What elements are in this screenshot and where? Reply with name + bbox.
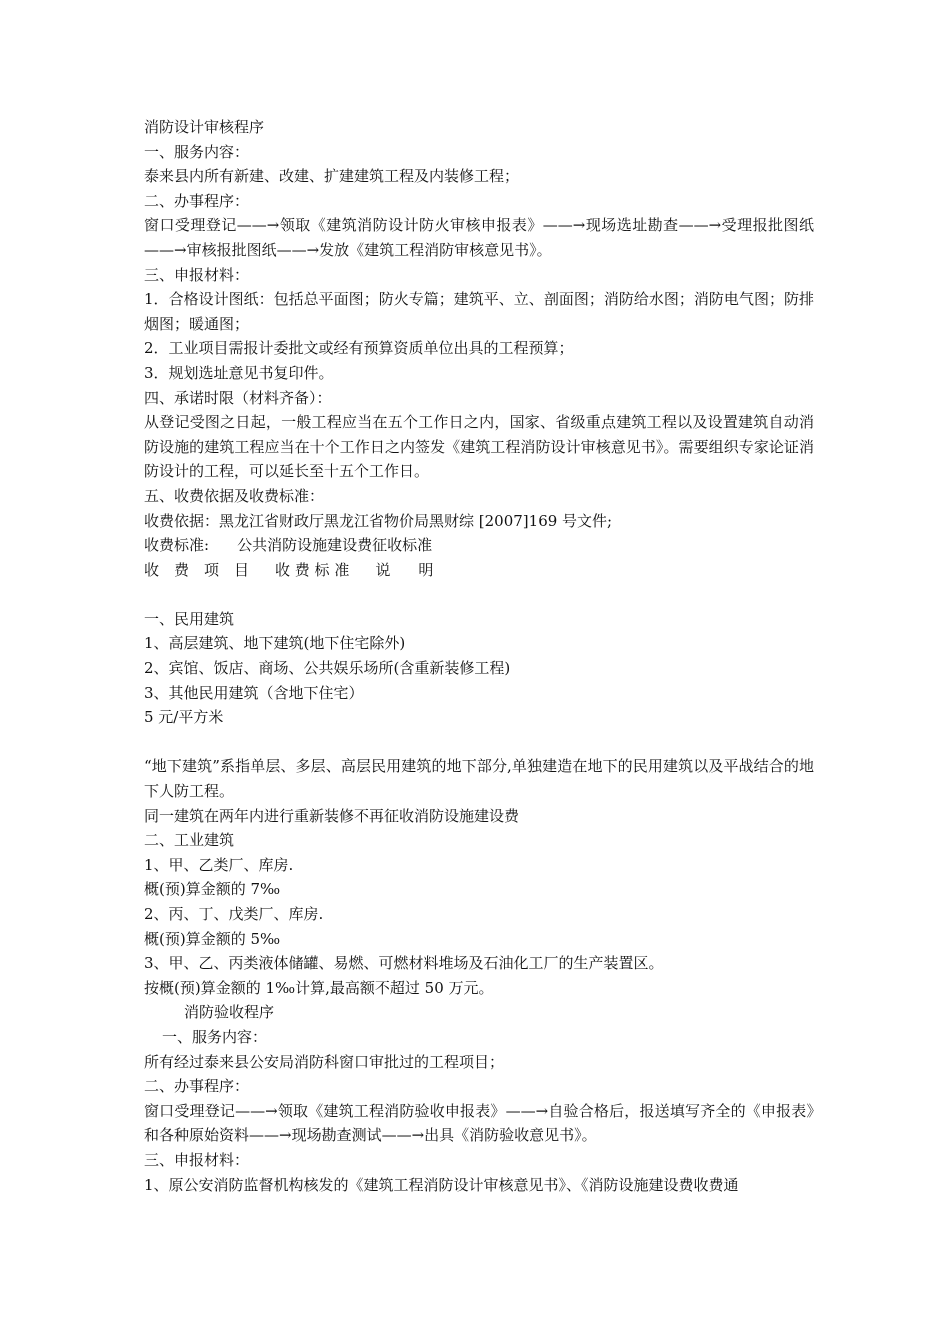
column-header-note-b: 明 <box>418 560 434 579</box>
fee-rate: 概(预)算金额的 5‰ <box>144 929 281 948</box>
fee-rate: 按概(预)算金额的 1‰计算,最高额不超过 50 万元。 <box>144 978 494 997</box>
fee-table-header <box>144 558 814 583</box>
section-heading: 四、承诺时限（材料齐备）： <box>144 388 332 407</box>
category-heading: 一、民用建筑 <box>144 609 235 628</box>
list-item: 3、其他民用建筑（含地下住宅） <box>144 683 364 702</box>
section-heading: 一、服务内容： <box>162 1027 268 1046</box>
section-heading: 二、办事程序： <box>144 1077 250 1096</box>
list-item: 3、甲、乙、丙类液体储罐、易燃、可燃材料堆场及石油化工厂的生产装置区。 <box>144 954 664 973</box>
doc-subtitle: 消防验收程序 <box>184 1003 275 1022</box>
list-item: 2、丙、丁、戊类厂、库房. <box>144 905 324 923</box>
doc-title: 消防设计审核程序 <box>144 118 265 136</box>
spacer <box>144 730 814 755</box>
column-header-standard: 收 费 标 准 <box>275 560 350 579</box>
paragraph: 所有经过泰来县公安局消防科窗口审批过的工程项目； <box>144 1052 505 1071</box>
list-item: 1、高层建筑、地下建筑(地下住宅除外) <box>144 634 406 653</box>
paragraph: 泰来县内所有新建、改建、扩建建筑工程及内装修工程； <box>144 167 520 186</box>
paragraph: 窗口受理登记——→领取《建筑消防设计防火审核申报表》——→现场选址勘查——→受理报批图纸——→审核报批图纸——→发放《建筑工程消防审核意见书》。 <box>144 216 814 259</box>
document-page <box>144 115 814 1197</box>
spacer <box>144 582 814 607</box>
list-item: 1、原公安消防监督机构核发的《建筑工程消防设计审核意见书》、《消防设施建设费收费通 <box>144 1175 739 1194</box>
section-heading: 三、申报材料： <box>144 1150 250 1169</box>
column-header-item: 收 费 项 目 <box>144 560 250 579</box>
list-item: 3．规划选址意见书复印件。 <box>144 363 334 382</box>
note: 同一建筑在两年内进行重新装修不再征收消防设施建设费 <box>144 806 520 825</box>
section-heading: 一、服务内容： <box>144 142 250 161</box>
column-header-note-a: 说 <box>375 560 391 579</box>
fee-standard-row <box>144 533 814 558</box>
section-heading: 三、申报材料： <box>144 265 250 284</box>
section-heading: 二、办事程序： <box>144 191 250 210</box>
fee-rate: 5 元/平方米 <box>144 708 224 727</box>
list-item: 2、宾馆、饭店、商场、公共娱乐场所(含重新装修工程) <box>144 659 511 678</box>
paragraph: 从登记受图之日起，一般工程应当在五个工作日之内，国家、省级重点建筑工程以及设置建筑自动消防设施的建筑工程应当在十个工作日之内签发《建筑工程消防设计审核意见书》。需要组织专家论证消防设计的工程，可以延长至十五个工作日。 <box>144 413 814 481</box>
list-item: 1．合格设计图纸：包括总平面图；防火专篇；建筑平、立、剖面图；消防给水图；消防电气图；防排烟图；暖通图； <box>144 290 814 333</box>
fee-basis: 收费依据：黑龙江省财政厅黑龙江省物价局黑财综 [2007]169 号文件; <box>144 511 613 530</box>
fee-standard-label: 收费标准: <box>144 536 210 555</box>
note: “地下建筑”系指单层、多层、高层民用建筑的地下部分,单独建造在地下的民用建筑以及平战结合的地下人防工程。 <box>144 757 814 801</box>
section-heading: 五、收费依据及收费标准： <box>144 486 325 505</box>
fee-rate: 概(预)算金额的 7‰ <box>144 880 281 899</box>
category-heading: 二、工业建筑 <box>144 831 235 850</box>
list-item: 1、甲、乙类厂、库房. <box>144 855 294 874</box>
paragraph: 窗口受理登记——→领取《建筑工程消防验收申报表》——→自验合格后，报送填写齐全的《申报表》和各种原始资料——→现场勘查测试——→出具《消防验收意见书》。 <box>144 1101 814 1145</box>
fee-standard-value: 公共消防设施建设费征收标准 <box>237 536 433 555</box>
list-item: 2．工业项目需报计委批文或经有预算资质单位出具的工程预算； <box>144 339 574 358</box>
